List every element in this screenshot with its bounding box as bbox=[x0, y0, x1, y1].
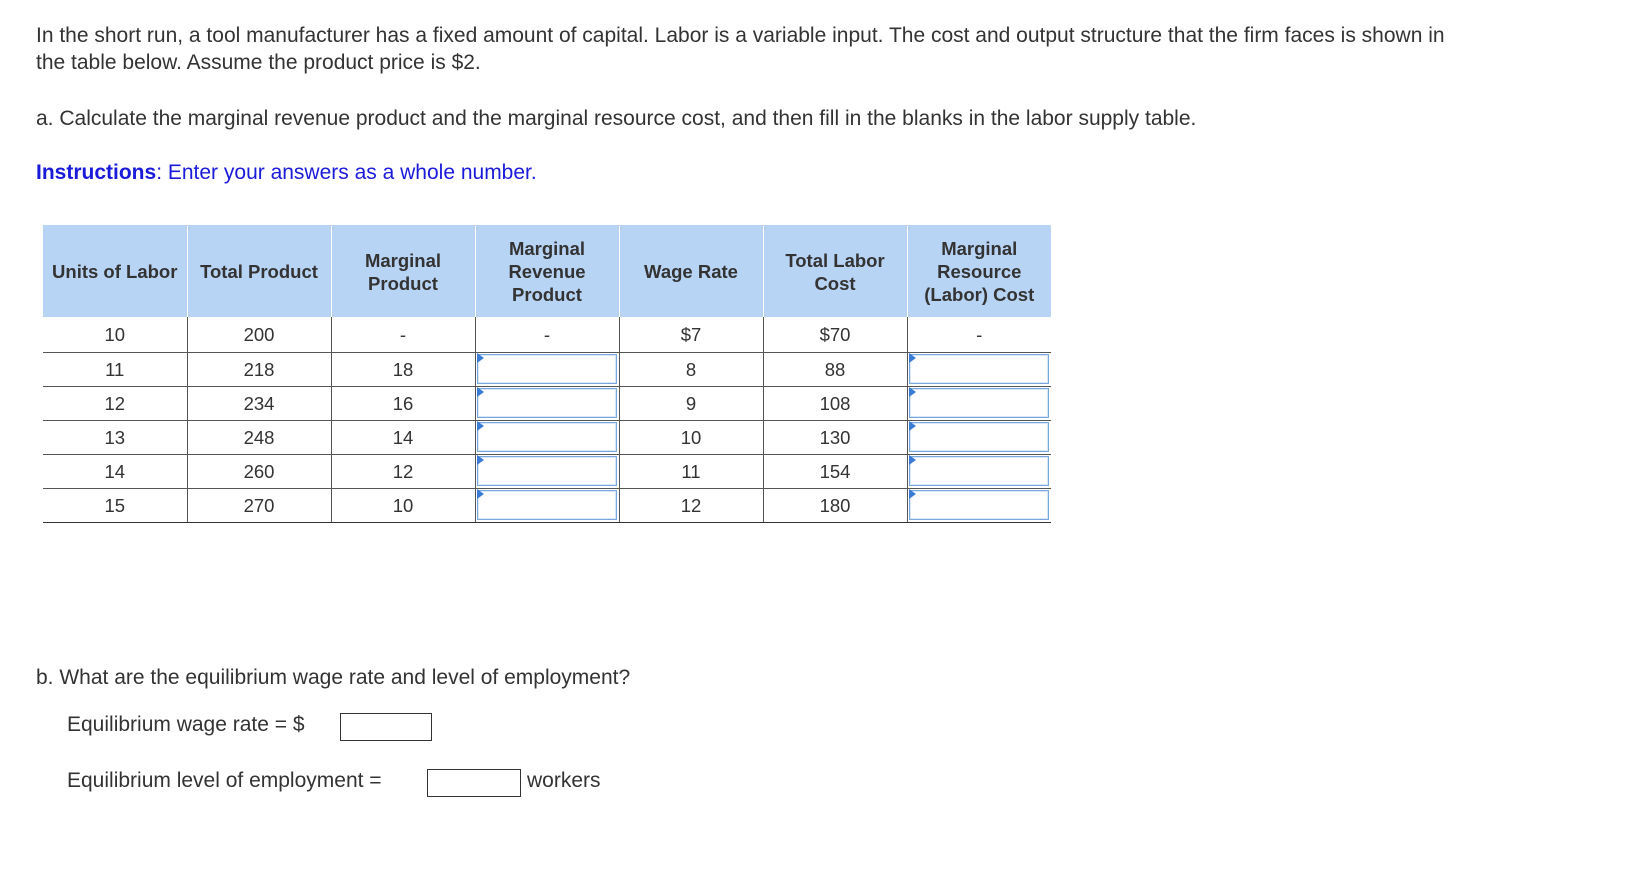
mrp-cell bbox=[475, 387, 619, 421]
mrc-cell bbox=[907, 489, 1051, 523]
header-marginal-product: Marginal Product bbox=[331, 226, 475, 318]
header-total-labor-cost: Total Labor Cost bbox=[763, 226, 907, 318]
total-labor-cost-cell: $70 bbox=[763, 317, 907, 353]
mrp-cell bbox=[475, 353, 619, 387]
total-product-cell: 218 bbox=[187, 353, 331, 387]
mrc-cell bbox=[907, 421, 1051, 455]
marginal-product-cell: 10 bbox=[331, 489, 475, 523]
marginal-product-cell: 18 bbox=[331, 353, 475, 387]
answer-flag-icon bbox=[477, 353, 484, 363]
answer-flag-icon bbox=[909, 353, 916, 363]
total-product-cell: 270 bbox=[187, 489, 331, 523]
instructions-text: : Enter your answers as a whole number. bbox=[156, 161, 537, 184]
wage-cell: 12 bbox=[619, 489, 763, 523]
total-product-cell: 234 bbox=[187, 387, 331, 421]
total-labor-cost-cell: 180 bbox=[763, 489, 907, 523]
instructions bbox=[36, 159, 537, 186]
equilibrium-employment-input[interactable] bbox=[427, 769, 521, 797]
total-labor-cost-cell: 130 bbox=[763, 421, 907, 455]
mrc-answer-input[interactable] bbox=[909, 422, 1050, 452]
total-labor-cost-cell: 154 bbox=[763, 455, 907, 489]
table-row bbox=[43, 387, 1051, 421]
equilibrium-wage-input[interactable] bbox=[340, 713, 432, 741]
mrc-cell bbox=[907, 387, 1051, 421]
table-row bbox=[43, 317, 1051, 353]
answer-flag-icon bbox=[909, 421, 916, 431]
total-product-cell: 200 bbox=[187, 317, 331, 353]
marginal-product-cell: 14 bbox=[331, 421, 475, 455]
wage-cell: $7 bbox=[619, 317, 763, 353]
mrp-answer-input[interactable] bbox=[477, 354, 617, 384]
answer-flag-icon bbox=[909, 489, 916, 499]
mrp-answer-input[interactable] bbox=[477, 422, 617, 452]
units-cell: 13 bbox=[43, 421, 187, 455]
part-b-question: b. What are the equilibrium wage rate and level of employment? bbox=[36, 666, 631, 689]
header-units-of-labor: Units of Labor bbox=[43, 226, 187, 318]
marginal-product-cell: 16 bbox=[331, 387, 475, 421]
mrp-cell: - bbox=[475, 317, 619, 353]
header-marginal-revenue-product: Marginal Revenue Product bbox=[475, 226, 619, 318]
marginal-product-cell: - bbox=[331, 317, 475, 353]
equilibrium-wage-label: Equilibrium wage rate = $ bbox=[67, 713, 305, 736]
labor-supply-table bbox=[43, 225, 1051, 523]
marginal-product-cell: 12 bbox=[331, 455, 475, 489]
equilibrium-employment-label: Equilibrium level of employment = bbox=[67, 769, 382, 792]
header-marginal-resource-cost: Marginal Resource (Labor) Cost bbox=[907, 226, 1051, 318]
table-row bbox=[43, 353, 1051, 387]
wage-cell: 8 bbox=[619, 353, 763, 387]
mrc-cell bbox=[907, 455, 1051, 489]
answer-flag-icon bbox=[477, 421, 484, 431]
mrc-answer-input[interactable] bbox=[909, 354, 1050, 384]
mrp-answer-input[interactable] bbox=[477, 456, 617, 486]
wage-cell: 10 bbox=[619, 421, 763, 455]
table-header-row bbox=[43, 226, 1051, 318]
total-product-cell: 248 bbox=[187, 421, 331, 455]
table-row bbox=[43, 421, 1051, 455]
header-wage-rate: Wage Rate bbox=[619, 226, 763, 318]
mrp-cell bbox=[475, 421, 619, 455]
answer-flag-icon bbox=[477, 387, 484, 397]
units-cell: 11 bbox=[43, 353, 187, 387]
table-row bbox=[43, 489, 1051, 523]
mrp-cell bbox=[475, 455, 619, 489]
units-cell: 15 bbox=[43, 489, 187, 523]
workers-unit-label: workers bbox=[527, 769, 601, 792]
total-product-cell: 260 bbox=[187, 455, 331, 489]
mrc-answer-input[interactable] bbox=[909, 388, 1050, 418]
table-row bbox=[43, 455, 1051, 489]
units-cell: 10 bbox=[43, 317, 187, 353]
answer-flag-icon bbox=[909, 387, 916, 397]
mrc-cell bbox=[907, 353, 1051, 387]
units-cell: 12 bbox=[43, 387, 187, 421]
wage-cell: 9 bbox=[619, 387, 763, 421]
total-labor-cost-cell: 88 bbox=[763, 353, 907, 387]
answer-flag-icon bbox=[477, 455, 484, 465]
problem-intro: In the short run, a tool manufacturer has a fixed amount of capital. Labor is a variable input. The cost and output structure that the firm faces is shown in the table below. Assume the product price is $2. bbox=[36, 24, 1445, 74]
units-cell: 14 bbox=[43, 455, 187, 489]
mrp-answer-input[interactable] bbox=[477, 490, 617, 520]
answer-flag-icon bbox=[909, 455, 916, 465]
part-a-question: a. Calculate the marginal revenue product and the marginal resource cost, and then fill in the blanks in the labor supply table. bbox=[36, 107, 1197, 130]
instructions-label: Instructions bbox=[36, 161, 157, 184]
mrc-answer-input[interactable] bbox=[909, 490, 1050, 520]
wage-cell: 11 bbox=[619, 455, 763, 489]
mrp-answer-input[interactable] bbox=[477, 388, 617, 418]
mrp-cell bbox=[475, 489, 619, 523]
mrc-cell: - bbox=[907, 317, 1051, 353]
mrc-answer-input[interactable] bbox=[909, 456, 1050, 486]
total-labor-cost-cell: 108 bbox=[763, 387, 907, 421]
answer-flag-icon bbox=[477, 489, 484, 499]
header-total-product: Total Product bbox=[187, 226, 331, 318]
